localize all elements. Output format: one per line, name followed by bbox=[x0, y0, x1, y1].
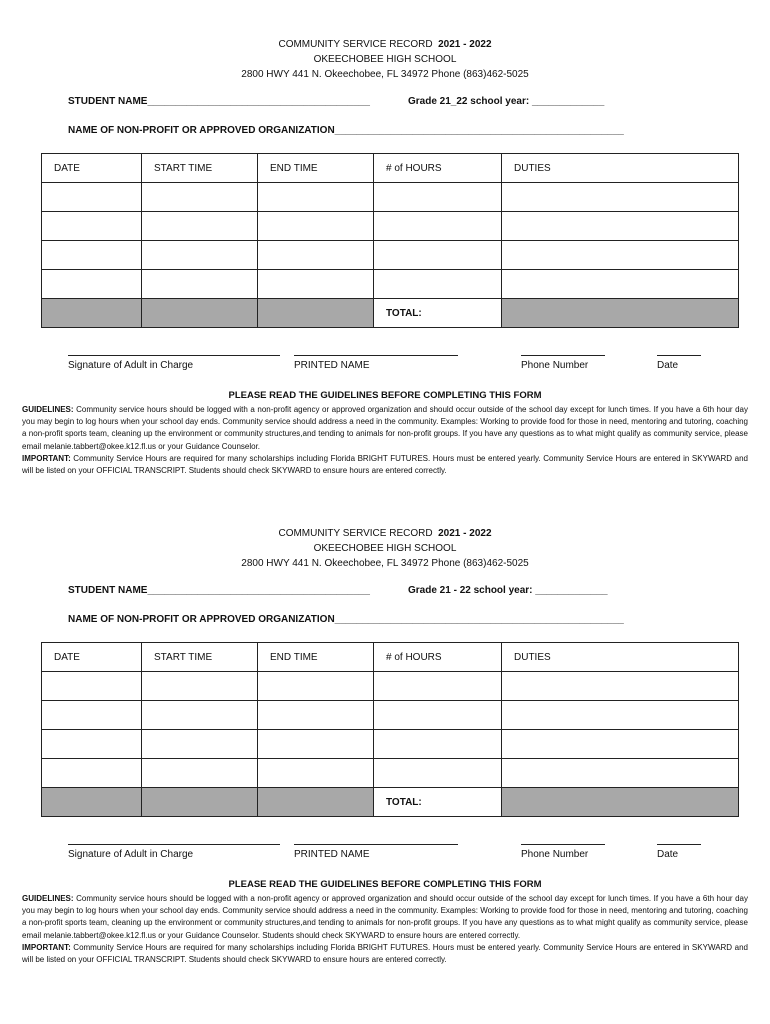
date-cell[interactable] bbox=[42, 241, 142, 270]
school-year: 2021 - 2022 bbox=[438, 528, 492, 539]
date-label: Date bbox=[657, 849, 679, 860]
printed-name-field[interactable] bbox=[294, 355, 458, 371]
form-title: COMMUNITY SERVICE RECORD bbox=[278, 39, 433, 50]
guidelines-text bbox=[22, 404, 748, 477]
column-header-date: DATE bbox=[42, 643, 142, 672]
organization-field[interactable]: NAME OF NON-PROFIT OR APPROVED ORGANIZATION____________________________________________________ bbox=[68, 125, 624, 136]
duties-cell[interactable] bbox=[502, 270, 739, 299]
service-record-form-2 bbox=[0, 489, 770, 979]
date-cell[interactable] bbox=[42, 672, 142, 701]
student-name-field[interactable]: STUDENT NAME________________________________________ bbox=[68, 96, 370, 107]
guidelines-label: GUIDELINES: bbox=[22, 405, 74, 414]
column-header-duties: DUTIES bbox=[502, 643, 739, 672]
shaded-cell bbox=[142, 299, 258, 328]
shaded-cell bbox=[42, 788, 142, 817]
printed-name-label: PRINTED NAME bbox=[294, 849, 370, 860]
duties-cell[interactable] bbox=[502, 730, 739, 759]
column-header-end-time: END TIME bbox=[258, 154, 374, 183]
guidelines-text bbox=[22, 893, 748, 966]
service-record-form-1 bbox=[0, 0, 770, 490]
total-label: TOTAL: bbox=[374, 299, 502, 328]
date-cell[interactable] bbox=[42, 730, 142, 759]
start-time-cell[interactable] bbox=[142, 212, 258, 241]
school-address: 2800 HWY 441 N. Okeechobee, FL 34972 Phone (863)462-5025 bbox=[241, 69, 529, 80]
duties-cell[interactable] bbox=[502, 672, 739, 701]
hours-cell[interactable] bbox=[374, 701, 502, 730]
important-body: Community Service Hours are required for many scholarships including Florida BRIGHT FUTURES. Hours must be entered yearly. Community Service Hours are entered in SKYWARD and will be listed on your OFFICIAL TRANSCRIPT. Students should check SKYWARD to ensure hours are entered correctly. bbox=[22, 942, 748, 965]
duties-cell[interactable] bbox=[502, 701, 739, 730]
end-time-cell[interactable] bbox=[258, 759, 374, 788]
table-row bbox=[42, 241, 739, 270]
hours-cell[interactable] bbox=[374, 759, 502, 788]
date-cell[interactable] bbox=[42, 701, 142, 730]
organization-label: NAME OF NON-PROFIT OR APPROVED ORGANIZATION bbox=[68, 125, 335, 136]
hours-cell[interactable] bbox=[374, 270, 502, 299]
date-field[interactable] bbox=[657, 844, 701, 860]
phone-number-field[interactable] bbox=[521, 844, 605, 860]
duties-cell[interactable] bbox=[502, 183, 739, 212]
hours-cell[interactable] bbox=[374, 183, 502, 212]
column-header-hours: # of HOURS bbox=[374, 643, 502, 672]
important-label: IMPORTANT: bbox=[22, 453, 71, 463]
adult-signature-label: Signature of Adult in Charge bbox=[68, 849, 194, 860]
start-time-cell[interactable] bbox=[142, 759, 258, 788]
column-header-hours: # of HOURS bbox=[374, 154, 502, 183]
form-header bbox=[0, 37, 770, 82]
table-header-row bbox=[42, 154, 739, 183]
grade-field[interactable]: Grade 21 - 22 school year: _____________ bbox=[408, 585, 608, 596]
form-header bbox=[0, 526, 770, 571]
table-header-row bbox=[42, 643, 739, 672]
table-row bbox=[42, 183, 739, 212]
total-row bbox=[42, 788, 739, 817]
school-year: 2021 - 2022 bbox=[438, 39, 492, 50]
shaded-cell bbox=[258, 788, 374, 817]
hours-log-table bbox=[41, 153, 739, 328]
hours-cell[interactable] bbox=[374, 672, 502, 701]
column-header-date: DATE bbox=[42, 154, 142, 183]
student-name-field[interactable]: STUDENT NAME________________________________________ bbox=[68, 585, 370, 596]
duties-cell[interactable] bbox=[502, 241, 739, 270]
shaded-cell bbox=[142, 788, 258, 817]
duties-cell[interactable] bbox=[502, 759, 739, 788]
please-read-heading: PLEASE READ THE GUIDELINES BEFORE COMPLETING THIS FORM bbox=[228, 390, 542, 401]
hours-log-table bbox=[41, 642, 739, 817]
start-time-cell[interactable] bbox=[142, 701, 258, 730]
grade-field[interactable]: Grade 21_22 school year: _____________ bbox=[408, 96, 605, 107]
end-time-cell[interactable] bbox=[258, 672, 374, 701]
hours-cell[interactable] bbox=[374, 212, 502, 241]
date-cell[interactable] bbox=[42, 212, 142, 241]
total-label: TOTAL: bbox=[374, 788, 502, 817]
end-time-cell[interactable] bbox=[258, 270, 374, 299]
student-name-label: STUDENT NAME bbox=[68, 585, 148, 596]
form-title: COMMUNITY SERVICE RECORD bbox=[278, 528, 433, 539]
table-row bbox=[42, 212, 739, 241]
school-name: OKEECHOBEE HIGH SCHOOL bbox=[313, 543, 457, 554]
end-time-cell[interactable] bbox=[258, 241, 374, 270]
student-name-label: STUDENT NAME bbox=[68, 96, 148, 107]
printed-name-label: PRINTED NAME bbox=[294, 360, 370, 371]
important-label: IMPORTANT: bbox=[22, 942, 71, 952]
please-read-heading: PLEASE READ THE GUIDELINES BEFORE COMPLETING THIS FORM bbox=[228, 879, 542, 890]
shaded-cell bbox=[258, 299, 374, 328]
date-cell[interactable] bbox=[42, 759, 142, 788]
start-time-cell[interactable] bbox=[142, 270, 258, 299]
start-time-cell[interactable] bbox=[142, 730, 258, 759]
school-name: OKEECHOBEE HIGH SCHOOL bbox=[313, 54, 457, 65]
date-cell[interactable] bbox=[42, 270, 142, 299]
phone-number-field[interactable] bbox=[521, 355, 605, 371]
date-label: Date bbox=[657, 360, 679, 371]
date-cell[interactable] bbox=[42, 183, 142, 212]
table-row bbox=[42, 672, 739, 701]
shaded-cell bbox=[42, 299, 142, 328]
total-value-cell[interactable] bbox=[502, 788, 739, 817]
phone-number-label: Phone Number bbox=[521, 849, 589, 860]
column-header-duties: DUTIES bbox=[502, 154, 739, 183]
table-row bbox=[42, 730, 739, 759]
hours-cell[interactable] bbox=[374, 730, 502, 759]
printed-name-field[interactable] bbox=[294, 844, 458, 860]
start-time-cell[interactable] bbox=[142, 183, 258, 212]
column-header-start-time: START TIME bbox=[142, 643, 258, 672]
organization-label: NAME OF NON-PROFIT OR APPROVED ORGANIZATION bbox=[68, 614, 335, 625]
end-time-cell[interactable] bbox=[258, 701, 374, 730]
phone-number-label: Phone Number bbox=[521, 360, 589, 371]
duties-cell[interactable] bbox=[502, 212, 739, 241]
adult-signature-field[interactable] bbox=[68, 844, 280, 860]
total-value-cell[interactable] bbox=[502, 299, 739, 328]
hours-cell[interactable] bbox=[374, 241, 502, 270]
total-row bbox=[42, 299, 739, 328]
table-row bbox=[42, 759, 739, 788]
column-header-end-time: END TIME bbox=[258, 643, 374, 672]
end-time-cell[interactable] bbox=[258, 212, 374, 241]
adult-signature-field[interactable] bbox=[68, 355, 280, 371]
end-time-cell[interactable] bbox=[258, 730, 374, 759]
column-header-start-time: START TIME bbox=[142, 154, 258, 183]
table-row bbox=[42, 270, 739, 299]
organization-field[interactable]: NAME OF NON-PROFIT OR APPROVED ORGANIZATION____________________________________________________ bbox=[68, 614, 624, 625]
guidelines-label: GUIDELINES: bbox=[22, 894, 74, 903]
start-time-cell[interactable] bbox=[142, 672, 258, 701]
adult-signature-label: Signature of Adult in Charge bbox=[68, 360, 194, 371]
guidelines-body: Community service hours should be logged with a non-profit agency or approved organization and should occur outside of the school day except for lunch times. If you have a 6th hour day you may begin to log hours when your school day ends. Community service should address a need in the community. Examples: Working to provide food for those in need, mentoring and tutoring, coaching a non-profit sports team, cleaning up the environment or community structures,and tending to animals for non-profit groups. If you have any questions as to what might qualify as community service, please email melanie.tabbert@okee.k12.fl.us or your Guidance Counselor. Students should check SKYWARD to ensure hours are entered correctly. bbox=[22, 894, 748, 940]
end-time-cell[interactable] bbox=[258, 183, 374, 212]
table-row bbox=[42, 701, 739, 730]
date-field[interactable] bbox=[657, 355, 701, 371]
school-address: 2800 HWY 441 N. Okeechobee, FL 34972 Phone (863)462-5025 bbox=[241, 558, 529, 569]
start-time-cell[interactable] bbox=[142, 241, 258, 270]
guidelines-body: Community service hours should be logged with a non-profit agency or approved organization and should occur outside of the school day except for lunch times. If you have a 6th hour day you may begin to log hours when your school day ends. Community service should address a need in the community. Examples: Working to provide food for those in need, mentoring and tutoring, coaching a non-profit sports team, cleaning up the environment or community structures,and tending to animals for non-profit groups. If you have any questions as to what might qualify as community service, please email melanie.tabbert@okee.k12.fl.us or your Guidance Counselor. bbox=[22, 405, 748, 451]
important-body: Community Service Hours are required for many scholarships including Florida BRIGHT FUTURES. Hours must be entered yearly. Community Service Hours are entered in SKYWARD and will be listed on your OFFICIAL TRANSCRIPT. Students should check SKYWARD to ensure hours are entered correctly. bbox=[22, 453, 748, 476]
